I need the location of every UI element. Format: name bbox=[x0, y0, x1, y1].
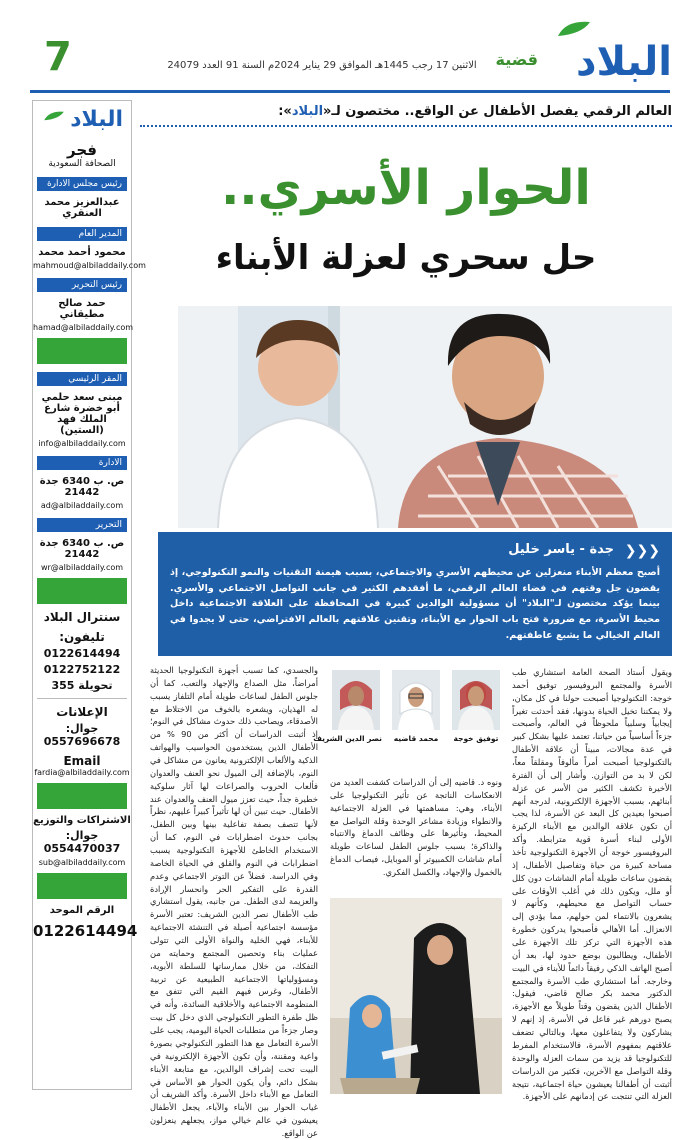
sidebar-subs-heading: الاشتراكات والتوزيع bbox=[33, 815, 131, 826]
sidebar-logo-text: البلاد bbox=[70, 107, 123, 132]
intro-box bbox=[158, 532, 672, 656]
sidebar-phone-1[interactable]: 0122614494 bbox=[43, 647, 121, 660]
sidebar-label-gm: المدير العام bbox=[37, 227, 127, 241]
sidebar-edition-sub: الصحافة السعودية bbox=[48, 159, 116, 169]
kicker-prefix: العالم الرقمي يفصل الأطفال عن الواقع.. مختصون لـ« bbox=[323, 104, 672, 119]
masthead-rule bbox=[30, 90, 670, 93]
sidebar-extension-number: 355 bbox=[51, 679, 75, 692]
expert-photo bbox=[452, 670, 500, 730]
main-photo-father-son bbox=[178, 306, 672, 528]
sidebar-divider bbox=[37, 698, 127, 699]
sidebar-email-gm[interactable]: mahmoud@albiladdaily.com bbox=[33, 261, 146, 270]
sidebar-green-bar bbox=[37, 578, 127, 604]
article-kicker bbox=[140, 104, 672, 127]
sidebar-label-hq: المقر الرئيسي bbox=[37, 372, 127, 386]
expert-headshots bbox=[313, 670, 502, 770]
expert-name: محمد قاضيه bbox=[393, 734, 439, 743]
sidebar-ads-mobile[interactable] bbox=[33, 722, 131, 748]
expert-photo bbox=[332, 670, 380, 730]
kicker-logo: البلاد bbox=[291, 104, 324, 119]
sidebar-extension-label: تحويلة bbox=[78, 679, 113, 692]
sidebar-email-editorial[interactable]: wr@albiladdaily.com bbox=[40, 563, 124, 572]
sidebar-subs-mobile-label: جوال: bbox=[65, 829, 99, 842]
sidebar-label-admin: الادارة bbox=[37, 456, 127, 470]
sidebar-name-gm: محمود أحمد محمد bbox=[38, 247, 126, 258]
byline-text: جدة - ياسر خليل bbox=[508, 542, 614, 557]
expert-photo-illustration bbox=[392, 670, 440, 730]
expert-headshot bbox=[450, 670, 502, 743]
sidebar-subs-mobile[interactable] bbox=[33, 829, 131, 855]
dateline: الاثنين 17 رجب 1445هـ الموافق 29 يناير 2024م السنة 91 العدد 24079 bbox=[167, 60, 477, 71]
sidebar-email-hq[interactable]: info@albiladdaily.com bbox=[38, 439, 126, 448]
photo-mother-child-illustration bbox=[330, 898, 502, 1094]
kicker-suffix: »: bbox=[278, 104, 292, 119]
article-column-left: والجسدي، كما تسبب أجهزة التكنولوجيا الحديثة أمراضاً، مثل الصداع والإجهاد والتعب، كما أن جلوس الطفل لساعات طويلة أمام التلفاز يسبب له الهذيان، ويشعره بالخوف من الاختلاط مع الأصدقاء، ويصاحب ذلك حدوث مشاكل في النوم؛ إذ أثبتت الدراسات أن أكثر من 90 % من الأطفال الذين يستخدمون الحواسيب والهواتف الذكية والألعاب الإلكترونية يعانون من مشاكل في النوم، بالإضافة إلى الميول نحو العنف والعدوان فألعاب الحروب والصراعات لها آثار سلوكية خطيرة جداً، حيث تعزز ميول العنف والعدوان عند الأطفال. حيث تبين أن لها تأثيراً كبيراً عليهم، نظراً لأنها تتصف بصفة تفاعلية بينها وبين الطفل، بجانب حدوث اضطرابات في النوم، كما أن الاستخدام الخاطئ للأجهزة التكنولوجية يسبب اضطرابات في النوم والقلق في الحياة الخاصة وفي الدراسة. فضلاً عن التوتر الاجتماعي وعدم القدرة على التفكير الحر وانحسار الإرادة والعزيمة لدى الطفل. من جانبه، يقول استشاري طب الأطفال نصر الدين الشريف: تعتبر الأسرة مؤسسة اجتماعية أصيلة في التنشئة الاجتماعية للأبناء، فهي الخلية والنواة الأولى التي تتولى عمليات بناء وتحصين المجتمع وحمايته من التفكك، من خلال ممارساتها للسلطة الأبوية، ومسؤولياتها الاجتماعية الطبيعية عن تربية الأطفال، وغرس فيهم القيم التي تتفق مع المنظومة الاجتماعية والأخلاقية السائدة، وأنه في ظل طفرة التطور التكنولوجي الذي دخل كل بيت وصار جزءاً من متطلبات الحياة اليومية، يجب على الأسرة التعامل مع هذا التطور التكنولوجي بصورة واعية ومقننة، وأن تكون الأجهزة الإلكترونية في البيت تحت إشراف الوالدين، مع متابعة الأبناء بشكل دائم، وأن يكون الحوار هو الأساس في التعامل مع الأبناء داخل الأسرة. وأكد الشريف أن غياب الحوار بين الأبناء والآباء، يجعل الأطفال يعيشون في عالم خيالي مواز، يجعلهم ينعزلون عن الواقع. bbox=[150, 665, 318, 1138]
article-column-middle: ونوه د. قاضيه إلى أن الدراسات كشفت العديد من الانعكاسات الناتجة عن تأثير التكنولوجيا على الأبناء، وهي: مساهمتها في العزلة الاجتماعية والانطواء وزيادة مشاعر الوحدة وقلة التواصل مع المحيط، وتأثيرها على وظائف الدماغ والانتباه والذاكرة؛ بسبب جلوس الطفل لساعات طويلة أمام شاشات الكمبيوتر أو الموبايل، فيصاب الدماغ بالخمول والإجهاد، والكسل الفكري. bbox=[330, 777, 502, 878]
sidebar-ads-heading: الإعلانات bbox=[56, 705, 108, 719]
expert-headshot bbox=[313, 670, 382, 743]
expert-headshot bbox=[390, 670, 442, 743]
photo-mother-child bbox=[330, 898, 502, 1094]
sidebar-email-editor[interactable]: hamad@albiladdaily.com bbox=[33, 323, 134, 332]
sidebar-extension bbox=[33, 679, 131, 692]
sidebar-label-chairman: رئيس مجلس الادارة bbox=[37, 177, 127, 191]
logo-leaf-icon bbox=[556, 18, 592, 40]
sidebar-green-bar bbox=[37, 873, 127, 899]
sidebar-unified-heading: الرقم الموحد bbox=[49, 905, 115, 916]
logo-leaf-icon bbox=[43, 109, 65, 123]
byline bbox=[170, 542, 660, 557]
sidebar-address-hq: مبنى سعد حلمي أبو خضرة شارع الملك فهد (الستين) bbox=[41, 392, 123, 436]
newspaper-logo[interactable] bbox=[548, 18, 672, 85]
sidebar-email-heading: Email bbox=[63, 754, 101, 768]
expert-name: نصر الدين الشريف bbox=[313, 734, 382, 743]
sidebar-address-admin: ص. ب 6340 جدة 21442 bbox=[39, 476, 125, 498]
expert-photo-illustration bbox=[332, 670, 380, 730]
masthead bbox=[0, 0, 700, 92]
expert-photo bbox=[392, 670, 440, 730]
sidebar-green-bar bbox=[37, 338, 127, 364]
sidebar-edition: فجر bbox=[67, 141, 97, 159]
expert-name: توفيق خوجة bbox=[453, 734, 499, 743]
headline-secondary: حل سحري لعزلة الأبناء bbox=[215, 238, 597, 278]
sidebar bbox=[32, 100, 146, 1090]
sidebar-ads-mobile-label: جوال: bbox=[65, 722, 99, 735]
sidebar-ads-email[interactable]: fardia@albiladdaily.com bbox=[34, 768, 130, 777]
sidebar-logo bbox=[39, 107, 125, 139]
sidebar-phone-2[interactable]: 0122752122 bbox=[43, 663, 121, 676]
sidebar-green-bar bbox=[37, 783, 127, 809]
sidebar-subs-mobile-number: 0554470037 bbox=[43, 842, 121, 855]
chevrons-icon: ❮❮❮ bbox=[624, 543, 660, 559]
sidebar-ads-mobile-number: 0557696678 bbox=[43, 735, 121, 748]
sidebar-phone-label: تليفون: bbox=[59, 630, 105, 644]
sidebar-name-chairman: عبدالعزيز محمد العنقري bbox=[44, 197, 120, 219]
sidebar-name-editor: حمد صالح مطيقاني bbox=[58, 298, 106, 320]
main-photo-illustration bbox=[178, 306, 672, 528]
expert-photo-illustration bbox=[452, 670, 500, 730]
sidebar-email-admin[interactable]: ad@albiladdaily.com bbox=[40, 501, 124, 510]
sidebar-label-editor: رئيس التحرير bbox=[37, 278, 127, 292]
sidebar-unified-number[interactable]: 0122614494 bbox=[33, 922, 138, 940]
sidebar-label-editorial: التحرير bbox=[37, 518, 127, 532]
section-tag: قضية bbox=[495, 50, 538, 69]
sidebar-subs-email[interactable]: sub@albiladdaily.com bbox=[38, 858, 126, 867]
article-column-right: ويقول أستاذ الصحة العامة استشاري طب الأسرة والمجتمع البروفيسور توفيق أحمد خوجة: التكنولوجيا أصبحت حولنا في كل مكان، ولا يمكننا تخيل الحياة بدونها، فقد أحدثت تغيراً إيجابياً وسلبياً ملحوظاً في العالم، وأصبحت جزءاً أساسياً من حياتنا، تعتمد عليها بشكل كبير في عدة مجالات، مبيناً أن علاقة الأطفال بالتكنولوجيا أصبحت أمراً مألوفاً ومقلقاً معاً، لكن لا بد من التوازن. وأشار إلى أن الفترة الأخيرة تكشف الكثير من الأسر عن عزلة أبنائهم، بسبب الأجهزة الإلكترونية، لدرجة أنهم أصبحوا بعيدين كل البعد عن الأسرة، لذا يجب أن تكون علاقة الوالدين مع الأبناء الركيزة الأولى لبناء أسرة قوية مترابطة. وأكد البروفيسور خوجة أن الأجهزة التكنولوجية تأخذ مساحة كبيرة من حياة وتفاصيل الأطفال، إذ يقضون ساعات طويلة أمام الشاشات دون كلل أو ملل، ويكون ذلك في أغلب الأوقات على حساب التواصل مع محيطهم، وكأنهم لا يشعرون بالانتماء لمن حولهم، مما يؤدي إلى الانعزال. أما الأهالي فأصبحوا يدركون خطورة هذه الأجهزة التي تركز تلك الأجهزة على الأطفال، ويطالبون بوضع حدود لها، بعد أن أصبح الهاتف الذكي رفيقاً دائماً للأبناء في البيت وخارجه. أما استشاري طب الأسرة والمجتمع الدكتور محمد بكر صالح قاضي، فيقول: الأطفال الذين يقضون وقتاً طويلاً مع الأجهزة، يصبح دورهم غير فاعل في الأسرة، إذ إنهم لا يشاركون ولا يتفاعلون معها، وبالتالي تضعف علاقتهم بمفهوم الأسرة، فالاستخدام المفرط للتكنولوجيا قد يزيد من سمات العزلة والوحدة وقلة التواصل مع الآخرين، فكثير من الدراسات أثبتت أن أطفالنا يعيشون حياة اجتماعية، نتيجة العزلة التي تنتجت عن إدمانهم على الأجهزة. bbox=[512, 667, 672, 1102]
intro-paragraph: أصبح معظم الأبناء منعزلين عن محيطهم الأسري والاجتماعي، بسبب هيمنة التقنيات والنمو التكنولوجي، إذ يقضون جل وقتهم في فضاء العالم الرقمي، ما أفقدهم الكثير في جانب التواصل الاجتماعي والأسري. بينما يؤكد مختصون لـ"البلاد" أن مسؤولية الوالدين كبيرة في المحافظة على العلاقة الاجتماعية داخل محيط الأسرة، مع ضرورة فتح باب الحوار مع الأبناء، وتقنين علاقتهم بالعالم الافتراضي، حتى لا يجدوا في العالم الخيالي ما يشبع عاطفتهم. bbox=[170, 567, 660, 641]
headline-main: الحوار الأسري.. bbox=[221, 160, 591, 216]
sidebar-address-editorial: ص. ب 6340 جدة 21442 bbox=[39, 538, 125, 560]
logo-text: البلاد bbox=[576, 39, 672, 85]
page-number: 7 bbox=[44, 34, 72, 80]
sidebar-switchboard: سنترال البلاد bbox=[43, 610, 121, 624]
